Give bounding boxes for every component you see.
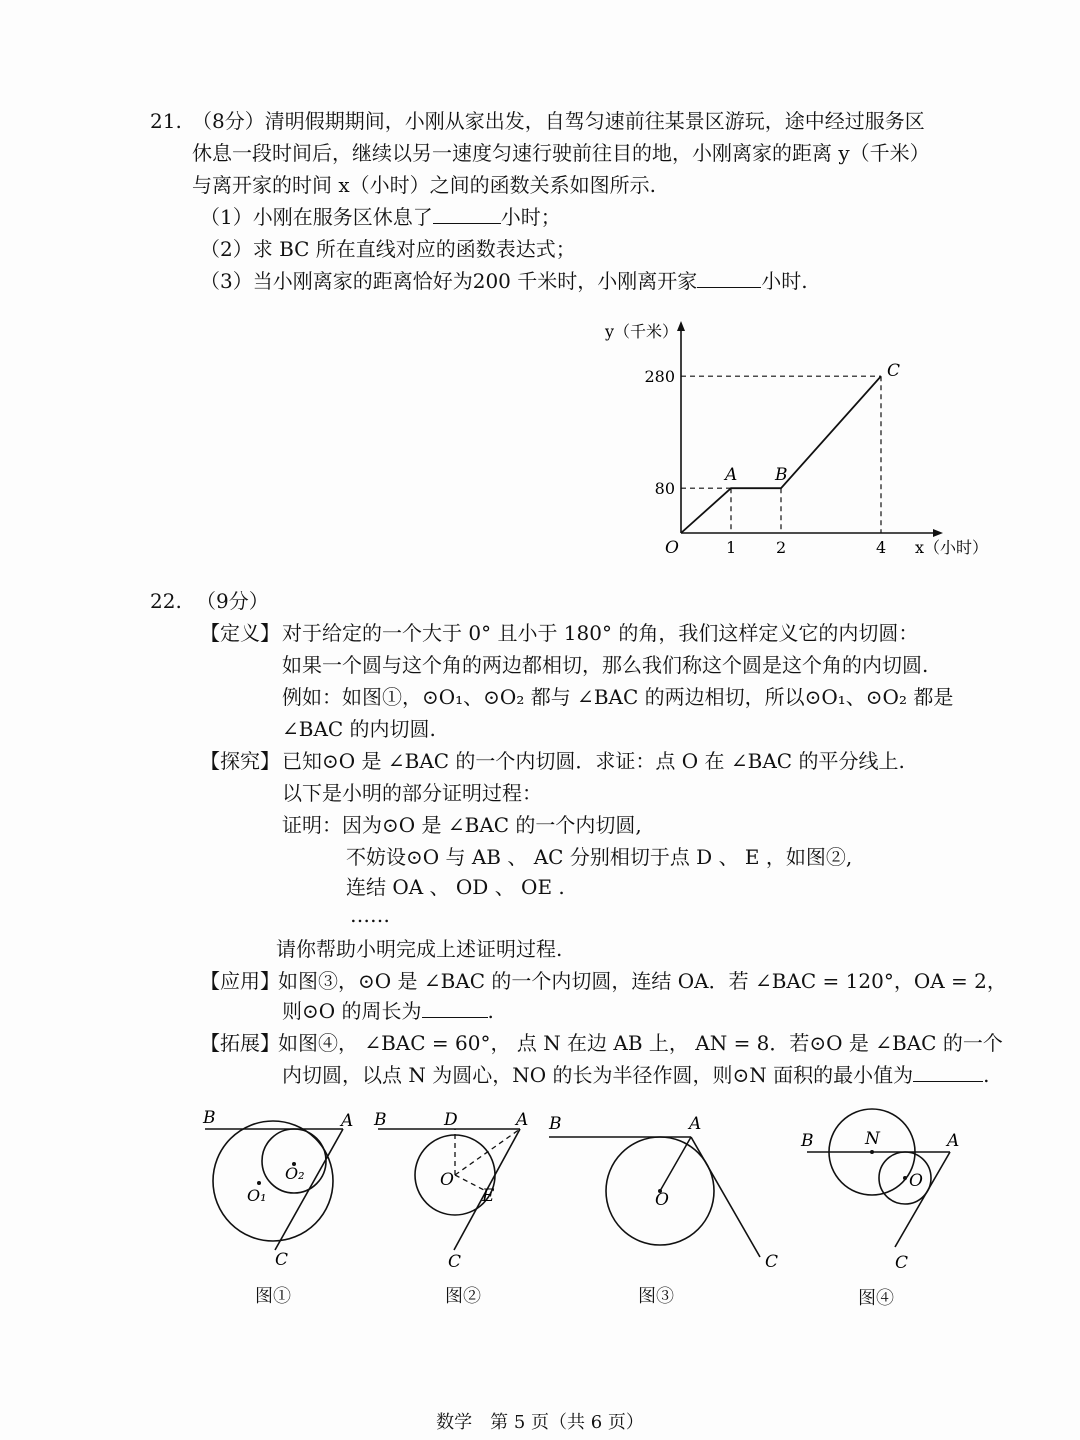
q21-part1 xyxy=(200,204,561,230)
label-a: A xyxy=(947,1131,960,1151)
ray-ac xyxy=(895,1152,950,1247)
application-line2-text: 则⊙O 的周长为 xyxy=(282,999,422,1023)
circle-o2 xyxy=(262,1129,326,1193)
q21-line1: （8分）清明假期期间，小刚从家出发，自驾匀速前往某景区游玩，途中经过服务区 xyxy=(192,109,925,133)
figure-1-caption: 图① xyxy=(255,1286,291,1307)
extension-tag: 【拓展】 xyxy=(200,1031,280,1055)
explore-line1: 已知⊙O 是 ∠BAC 的一个内切圆．求证：点 O 在 ∠BAC 的平分线上. xyxy=(282,749,905,773)
extension-line2 xyxy=(282,1062,989,1088)
point-label-a: A xyxy=(725,465,738,486)
y-tick-label: 280 xyxy=(644,367,675,387)
distance-time-chart xyxy=(595,315,1015,565)
q21-part3 xyxy=(200,268,808,294)
proof-instruction: 请你帮助小明完成上述证明过程. xyxy=(276,937,563,961)
answer-blank[interactable] xyxy=(697,269,761,288)
figure-4 xyxy=(795,1102,985,1272)
figure-2-caption: 图② xyxy=(445,1286,481,1307)
center-o xyxy=(903,1176,907,1180)
label-b: B xyxy=(801,1131,814,1151)
x-axis-label: x（小时） xyxy=(915,538,989,557)
label-d: D xyxy=(444,1110,458,1130)
definition-tag: 【定义】 xyxy=(200,621,280,645)
application-line2-end: . xyxy=(487,999,494,1023)
chart-labels xyxy=(604,322,988,558)
q22-number: 22. xyxy=(150,589,182,613)
answer-blank[interactable] xyxy=(913,1063,983,1082)
page-footer: 数学 第 5 页（共 6 页） xyxy=(436,1412,644,1433)
label-a: A xyxy=(516,1110,529,1130)
origin-label: O xyxy=(665,538,679,558)
definition-line1: 对于给定的一个大于 0° 且小于 180° 的角，我们这样定义它的内切圆： xyxy=(282,621,919,645)
x-axis-arrow xyxy=(933,529,943,537)
definition-line4: ∠BAC 的内切圆. xyxy=(282,717,436,741)
application-tag: 【应用】 xyxy=(200,969,280,993)
proof-line2: 不妨设⊙O 与 AB 、 AC 分别相切于点 D 、 E ，如图②, xyxy=(346,845,853,869)
label-b: B xyxy=(374,1110,387,1130)
center-o1 xyxy=(257,1181,261,1185)
label-c: C xyxy=(895,1253,909,1273)
figure-3-caption: 图③ xyxy=(638,1286,674,1307)
definition-line2: 如果一个圆与这个角的两边都相切，那么我们称这个圆是这个角的内切圆. xyxy=(282,653,929,677)
chart-guides xyxy=(681,376,881,533)
segment-oa xyxy=(660,1137,691,1191)
q21-part1-text: （1）小刚在服务区休息了 xyxy=(200,205,433,229)
q21-line3: 与离开家的时间 x（小时）之间的函数关系如图所示. xyxy=(192,173,656,197)
extension-line2-end: . xyxy=(983,1063,990,1087)
label-c: C xyxy=(448,1252,462,1272)
proof-line3: 连结 OA 、 OD 、 OE . xyxy=(346,875,565,899)
point-label-c: C xyxy=(887,361,901,382)
center-n xyxy=(870,1150,874,1154)
y-tick-label: 80 xyxy=(654,479,675,499)
explore-tag: 【探究】 xyxy=(200,749,280,773)
chart-axes xyxy=(677,321,943,537)
figure-3 xyxy=(545,1105,795,1272)
figure-4-caption: 图④ xyxy=(858,1288,894,1309)
label-o: O xyxy=(655,1190,669,1210)
figure-2 xyxy=(370,1105,550,1272)
q21-number: 21. xyxy=(150,109,182,133)
x-tick-label: 4 xyxy=(876,538,887,557)
segment-oe xyxy=(455,1175,484,1190)
label-o2: O₂ xyxy=(285,1164,305,1183)
label-o: O xyxy=(909,1171,923,1191)
ray-ac xyxy=(691,1137,760,1257)
label-o: O xyxy=(440,1170,454,1190)
figure-1 xyxy=(195,1105,375,1270)
application-line1: 如图③，⊙O 是 ∠BAC 的一个内切圆，连结 OA．若 ∠BAC = 120°，OA = 2， xyxy=(278,969,1007,993)
application-line2 xyxy=(282,998,494,1024)
y-axis-label: y（千米） xyxy=(605,322,679,341)
label-c: C xyxy=(765,1252,779,1272)
label-a: A xyxy=(341,1111,354,1131)
label-a: A xyxy=(689,1114,702,1134)
proof-line1: 证明：因为⊙O 是 ∠BAC 的一个内切圆, xyxy=(282,813,642,837)
explore-line2: 以下是小明的部分证明过程： xyxy=(282,781,542,805)
extension-line2-text: 内切圆，以点 N 为圆心，NO 的长为半径作圆，则⊙N 面积的最小值为 xyxy=(282,1063,914,1087)
q21-part1-unit: 小时； xyxy=(500,205,561,229)
label-o1: O₁ xyxy=(247,1186,267,1205)
label-b: B xyxy=(203,1108,216,1128)
label-n: N xyxy=(865,1129,880,1149)
q21-part3-unit: 小时. xyxy=(761,269,808,293)
point-label-b: B xyxy=(775,465,788,486)
extension-line1: 如图④， ∠BAC = 60°， 点 N 在边 AB 上， AN = 8．若⊙O 是 ∠BAC 的一个 xyxy=(278,1031,1003,1055)
y-axis-arrow xyxy=(677,321,685,331)
label-c: C xyxy=(275,1250,289,1270)
definition-line3: 例如：如图①，⊙O₁、⊙O₂ 都与 ∠BAC 的两边相切，所以⊙O₁、⊙O₂ 都是 xyxy=(282,685,954,709)
q22-score: （9分） xyxy=(196,589,269,613)
x-tick-label: 2 xyxy=(776,538,787,557)
answer-blank[interactable] xyxy=(433,205,501,224)
answer-blank[interactable] xyxy=(422,999,488,1018)
label-e: E xyxy=(482,1186,495,1206)
q21-part3-text: （3）当小刚离家的距离恰好为200 千米时，小刚离开家 xyxy=(200,269,698,293)
q21-part2: （2）求 BC 所在直线对应的函数表达式； xyxy=(200,237,576,261)
proof-ellipsis: …… xyxy=(350,903,390,927)
q21-line2: 休息一段时间后，继续以另一速度匀速行驶前往目的地，小刚离家的距离 y（千米） xyxy=(192,141,930,165)
x-tick-label: 1 xyxy=(726,538,737,557)
circle-o1 xyxy=(213,1121,333,1241)
label-b: B xyxy=(549,1114,562,1134)
